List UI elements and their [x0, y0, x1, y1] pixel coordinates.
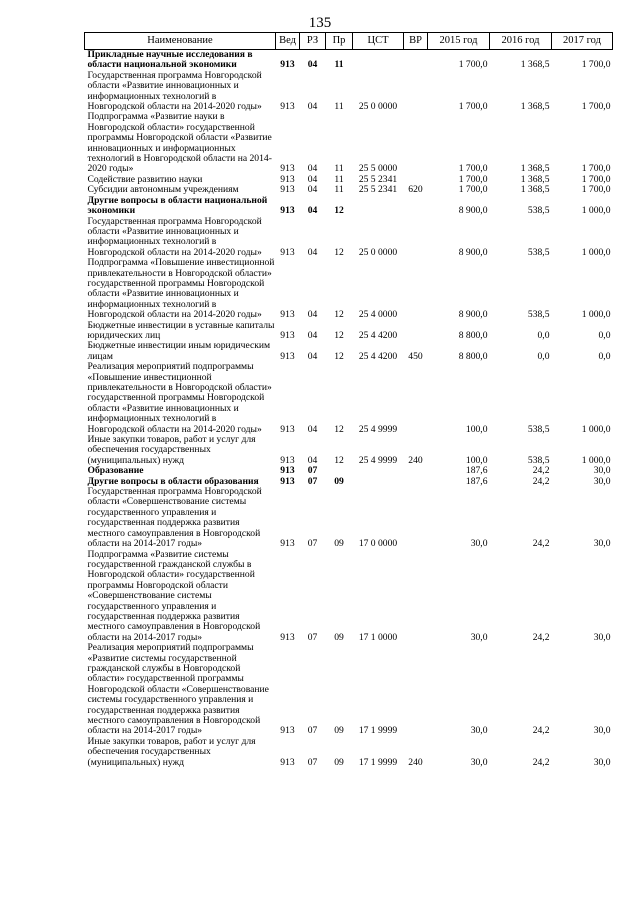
row-rz: 04 [307, 173, 318, 185]
row-name: Образование [87, 465, 144, 477]
row-vr [404, 50, 428, 71]
row-2015: 187,6 [465, 475, 488, 487]
header-2016: 2016 год [490, 33, 552, 50]
row-2016: 538,5 [527, 309, 550, 321]
row-vr [404, 321, 428, 342]
row-cst: 25 4 9999 [358, 454, 398, 466]
row-cst: 17 1 9999 [358, 725, 398, 737]
header-name: Наименование [85, 33, 276, 50]
row-2017: 1 700,0 [581, 59, 611, 71]
row-name: Содействие развитию науки [87, 173, 203, 185]
row-2017: 30,0 [593, 475, 611, 487]
row-rz: 04 [307, 59, 318, 71]
row-pr: 11 [334, 173, 344, 185]
row-cst [353, 466, 404, 476]
row-2016: 1 368,5 [520, 59, 550, 71]
row-2015: 1 700,0 [458, 184, 488, 196]
row-vr [404, 112, 428, 174]
row-vr [404, 550, 428, 644]
row-ved: 913 [280, 173, 295, 185]
row-2017: 0,0 [598, 350, 611, 362]
row-2016: 1 368,5 [520, 173, 550, 185]
row-2016: 538,5 [527, 454, 550, 466]
row-2016: 24,2 [532, 631, 550, 643]
row-name: Субсидии автономным учреждениям [87, 184, 239, 196]
row-2017: 0,0 [598, 329, 611, 341]
row-2015: 1 700,0 [458, 163, 488, 175]
row-2015: 8 800,0 [458, 350, 488, 362]
row-ved: 913 [280, 538, 295, 550]
table-row [85, 321, 613, 342]
row-2017: 30,0 [593, 538, 611, 550]
row-cst: 25 4 4200 [358, 350, 398, 362]
row-rz: 04 [307, 329, 318, 341]
row-2017: 1 000,0 [581, 309, 611, 321]
row-vr [404, 643, 428, 737]
row-name: Другие вопросы в области национальной экономики [87, 194, 268, 217]
row-cst: 25 5 2341 [358, 184, 398, 196]
row-2015: 8 900,0 [458, 309, 488, 321]
row-cst: 17 0 0000 [358, 538, 398, 550]
row-2016: 538,5 [527, 423, 550, 435]
row-pr: 12 [334, 423, 344, 435]
header-cst: ЦСТ [353, 33, 404, 50]
row-2016: 24,2 [532, 756, 550, 768]
row-vr [404, 362, 428, 435]
row-2017: 30,0 [593, 725, 611, 737]
row-rz: 04 [307, 101, 318, 113]
row-vr [404, 477, 428, 487]
row-rz: 04 [307, 246, 318, 258]
row-name: Государственная программа Новгородской области «Развитие инновационных и информационных технологий в Новгородской области на 2014-2020 годы» [87, 215, 262, 258]
row-ved: 913 [280, 725, 295, 737]
header-vr: ВР [404, 33, 428, 50]
row-2015: 100,0 [465, 454, 488, 466]
row-vr [404, 196, 428, 217]
row-pr: 09 [334, 756, 344, 768]
row-2017: 1 000,0 [581, 246, 611, 258]
table-row [85, 341, 613, 362]
row-cst [353, 196, 404, 217]
table-row [85, 196, 613, 217]
row-cst: 25 0 0000 [358, 101, 398, 113]
row-2017: 1 000,0 [581, 205, 611, 217]
row-2017: 1 700,0 [581, 163, 611, 175]
row-pr: 12 [334, 350, 344, 362]
row-pr: 11 [334, 184, 344, 196]
row-ved: 913 [280, 205, 295, 217]
row-2016: 24,2 [532, 725, 550, 737]
row-cst [353, 50, 404, 71]
row-2017: 1 700,0 [581, 173, 611, 185]
header-rz: РЗ [300, 33, 326, 50]
row-pr: 12 [334, 309, 344, 321]
row-pr: 12 [334, 246, 344, 258]
row-vr [404, 258, 428, 320]
table-row [85, 71, 613, 113]
row-cst: 17 1 0000 [358, 631, 398, 643]
row-rz: 04 [307, 309, 318, 321]
row-vr: 240 [408, 756, 423, 768]
row-2017: 1 700,0 [581, 184, 611, 196]
row-2015: 30,0 [470, 631, 488, 643]
row-2015: 1 700,0 [458, 173, 488, 185]
row-2016: 24,2 [532, 475, 550, 487]
row-2015: 8 900,0 [458, 205, 488, 217]
row-vr: 450 [408, 350, 423, 362]
row-ved: 913 [280, 246, 295, 258]
row-2015: 1 700,0 [458, 101, 488, 113]
row-ved: 913 [280, 454, 295, 466]
row-rz: 07 [307, 465, 318, 477]
row-pr: 09 [334, 725, 344, 737]
row-2015: 187,6 [465, 465, 488, 477]
row-name: Подпрограмма «Развитие науки в Новгородской области» государственной программы Новгородской области «Развитие инновационных и информационных технологий в Новгородской области на 2014-2020 годы» [87, 111, 272, 175]
row-pr: 09 [334, 631, 344, 643]
row-ved: 913 [280, 59, 295, 71]
table-row [85, 487, 613, 549]
row-ved: 913 [280, 475, 295, 487]
row-rz: 07 [307, 631, 318, 643]
row-pr: 09 [334, 538, 344, 550]
row-cst: 25 4 9999 [358, 423, 398, 435]
table-row [85, 435, 613, 466]
row-2017: 30,0 [593, 756, 611, 768]
row-rz: 04 [307, 184, 318, 196]
row-cst: 25 5 0000 [358, 163, 398, 175]
row-2017: 30,0 [593, 465, 611, 477]
row-2015: 8 800,0 [458, 329, 488, 341]
header-2015: 2015 год [428, 33, 490, 50]
row-name: Реализация мероприятий подпрограммы «Повышение инвестиционной привлекательности в Новгородской области» государственной программы Новгородской области «Развитие инновационных и информационных технологий в Новгородской области на 2014-2020 годы» [87, 361, 272, 435]
row-pr: 11 [334, 163, 344, 175]
row-name: Государственная программа Новгородской области «Совершенствование системы государственного управления и государственная поддержка развития местного самоуправления в Новгородской области на 2014-2017 годы» [87, 486, 262, 550]
row-ved: 913 [280, 423, 295, 435]
row-2017: 1 000,0 [581, 423, 611, 435]
row-2016: 24,2 [532, 538, 550, 550]
row-ved: 913 [280, 465, 295, 477]
row-vr [404, 487, 428, 549]
row-name: Другие вопросы в области образования [87, 475, 259, 487]
row-rz: 04 [307, 454, 318, 466]
row-cst: 25 4 0000 [358, 309, 398, 321]
row-name: Иные закупки товаров, работ и услуг для обеспечения государственных (муниципальных) нужд [87, 735, 256, 768]
row-name: Подпрограмма «Развитие системы государственной гражданской службы в Новгородской области» государственной программы Новгородской области «Совершенствование системы государственного управления и государственная поддержка развития местного самоуправления в Новгородской области на 2014-2017 годы» [87, 548, 261, 643]
row-name: Иные закупки товаров, работ и услуг для обеспечения государственных (муниципальных) нужд [87, 434, 256, 466]
row-vr: 620 [408, 184, 423, 196]
row-name: Бюджетные инвестиции в уставные капиталы юридических лиц [87, 319, 275, 341]
row-2015: 8 900,0 [458, 246, 488, 258]
row-name: Государственная программа Новгородской области «Развитие инновационных и информационных технологий в Новгородской области на 2014-2020 годы» [87, 69, 262, 113]
row-name: Реализация мероприятий подпрограммы «Развитие системы государственной гражданской службы в Новгородской области» государственной программы Новгородской области «Совершенствование системы государственного управления и государственная поддержка развития местного самоуправления в Новгородской области на 2014-2017 годы» [87, 642, 269, 737]
row-rz: 04 [307, 350, 318, 362]
row-pr: 09 [334, 475, 344, 487]
row-pr: 11 [334, 59, 344, 71]
row-ved: 913 [280, 309, 295, 321]
table-row [85, 50, 613, 71]
row-rz: 07 [307, 756, 318, 768]
table-row [85, 217, 613, 259]
row-2016: 538,5 [527, 205, 550, 217]
row-rz: 07 [307, 475, 318, 487]
table-header-row [85, 33, 613, 50]
header-2017: 2017 год [552, 33, 613, 50]
row-rz: 07 [307, 538, 318, 550]
row-2016: 1 368,5 [520, 184, 550, 196]
row-pr: 12 [334, 454, 344, 466]
row-vr [404, 71, 428, 113]
row-pr: 12 [334, 205, 344, 217]
table-row [85, 362, 613, 435]
row-ved: 913 [280, 101, 295, 113]
row-pr: 11 [334, 101, 344, 113]
row-name: Прикладные научные исследования в области национальной экономики [87, 49, 253, 71]
row-ved: 913 [280, 756, 295, 768]
row-2017: 1 000,0 [581, 454, 611, 466]
row-name: Бюджетные инвестиции иным юридическим лицам [87, 340, 271, 362]
row-cst: 25 0 0000 [358, 246, 398, 258]
row-2016: 1 368,5 [520, 163, 550, 175]
row-2015: 100,0 [465, 423, 488, 435]
row-cst: 17 1 9999 [358, 756, 398, 768]
row-name: Подпрограмма «Повышение инвестиционной привлекательности в Новгородской области» государственной программы Новгородской области «Развитие инновационных и информационных технологий в Новгородской области на 2014-2020 годы» [87, 257, 275, 321]
row-2016: 538,5 [527, 246, 550, 258]
row-2015: 30,0 [470, 756, 488, 768]
header-pr: Пр [326, 33, 353, 50]
row-ved: 913 [280, 350, 295, 362]
row-2015: 30,0 [470, 725, 488, 737]
row-vr: 240 [408, 454, 423, 466]
row-ved: 913 [280, 184, 295, 196]
row-ved: 913 [280, 329, 295, 341]
row-rz: 07 [307, 725, 318, 737]
row-rz: 04 [307, 423, 318, 435]
row-2016: 0,0 [537, 350, 550, 362]
row-2016: 1 368,5 [520, 101, 550, 113]
row-vr [404, 466, 428, 476]
row-2016: 24,2 [532, 465, 550, 477]
table-row [85, 550, 613, 644]
row-2016: 0,0 [537, 329, 550, 341]
table-row [85, 112, 613, 174]
page-number: 135 [308, 15, 332, 31]
row-2015: 30,0 [470, 538, 488, 550]
row-cst [353, 477, 404, 487]
table-row [85, 258, 613, 320]
row-ved: 913 [280, 631, 295, 643]
table-row [85, 643, 613, 737]
row-cst: 25 4 4200 [358, 329, 398, 341]
row-pr: 12 [334, 329, 344, 341]
row-2017: 30,0 [593, 631, 611, 643]
header-ved: Вед [276, 33, 300, 50]
row-rz: 04 [307, 163, 318, 175]
row-rz: 04 [307, 205, 318, 217]
row-ved: 913 [280, 163, 295, 175]
row-2015: 1 700,0 [458, 59, 488, 71]
row-2017: 1 700,0 [581, 101, 611, 113]
budget-table [84, 32, 613, 768]
row-cst: 25 5 2341 [358, 173, 398, 185]
row-vr [404, 217, 428, 259]
table-row [85, 737, 613, 768]
